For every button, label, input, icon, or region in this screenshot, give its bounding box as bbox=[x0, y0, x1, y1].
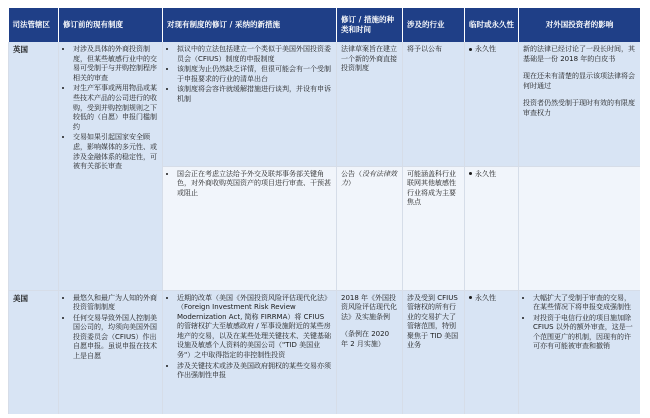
list-item: • 近期的改革（美国《外国投资风险评估现代化法》（Foreign Investment Risk Review Modernization Act, 简称 FIRRMA）将 CFIUS 的管辖权扩大至敏感政府 / 军事设施附近的某些房地产的交易，以及在某些处理关键技术、关键基础设施及敏感个人资料的美国公司（"TID 美国业务"）之中取得指定的非控制性投资 bbox=[177, 294, 332, 361]
uk-sector-1: 将予以公布 bbox=[403, 42, 465, 166]
uk-changes-1 bbox=[163, 42, 337, 166]
header-jurisdiction: 司法管辖区 bbox=[9, 8, 59, 42]
list-item: • 对涉及具体的外商投资制度，但某些敏感行业中的交易可受制于与并购控制程序相关的审查 bbox=[73, 45, 158, 83]
list-item: • 该制度将会容许就缓解措施进行谈判，并设有申诉机制 bbox=[177, 85, 332, 104]
impact-paragraph: 投资者仍然受制于现时有效的有限度审查权力 bbox=[523, 99, 635, 117]
bullet-icon bbox=[469, 172, 472, 175]
list-item: • 国会正在考虑立法给予外交及联邦事务部关键角色，对外商收购英国资产的项目进行审查、干预甚或阻止 bbox=[177, 170, 332, 199]
list-item: • 拟议中的立法包括建立一个类似于美国外国投资委员会（CFIUS）制度的申报制度 bbox=[177, 45, 332, 64]
list-item: • 涉及关键技术或涉及美国政府拥权的某些交易亦须作出强制性申报 bbox=[177, 362, 332, 381]
type-note: （条例在 2020 年 2 月实施） bbox=[341, 330, 390, 348]
impact-paragraph: 新的法律已经讨论了一段长时间，其基础是一份 2018 年的白皮书 bbox=[523, 45, 635, 63]
type-main: 2018 年《外国投资风险评估现代化法》及实施条例 bbox=[341, 293, 397, 321]
jurisdiction-us: 美国 bbox=[9, 290, 59, 414]
uk-duration-2: 永久性 bbox=[465, 166, 519, 290]
impact-paragraph: 现在还未有清楚的显示该项法律将会何时通过 bbox=[523, 72, 635, 90]
list-item: • 任何交易导致外国人控制美国公司的，均须向美国外国投资委员会（CFIUS）作出自愿申报。虽说申报在技术上是自愿 bbox=[73, 314, 158, 362]
uk-duration-1: 永久性 bbox=[465, 42, 519, 166]
header-type-timing: 修订 / 措施的种类和时间 bbox=[337, 8, 403, 42]
us-existing-regime bbox=[59, 290, 163, 414]
us-type bbox=[337, 290, 403, 414]
bullet-icon bbox=[469, 296, 472, 299]
table-row-uk-1 bbox=[9, 42, 641, 166]
uk-existing-regime bbox=[59, 42, 163, 290]
list-item: • 交易如果引起国家安全顾虑，影响媒体的多元性、或涉及金融体系的稳定性，可被有关部长审查 bbox=[73, 133, 158, 171]
us-duration: 永久性 bbox=[465, 290, 519, 414]
header-row bbox=[9, 8, 641, 42]
us-sector: 涉及受到 CFIUS 管辖权的所有行业的交易扩大了管辖范围，特别聚焦于 TID 美国业务 bbox=[403, 290, 465, 414]
header-sectors: 涉及的行业 bbox=[403, 8, 465, 42]
fdi-regime-table bbox=[8, 8, 640, 414]
list-item: • 该制度为止仍然缺乏详情，但很可能会有一个受制于申报要求的行业的清单出台 bbox=[177, 65, 332, 84]
list-item: • 对生产军事或两用物品或某些技术产品的公司进行的收购，受到并购控制规则之下较低的（自愿）申报门槛制约 bbox=[73, 84, 158, 132]
header-duration: 临时或永久性 bbox=[465, 8, 519, 42]
regulation-table-wrapper bbox=[8, 8, 640, 414]
table-row-us bbox=[9, 290, 641, 414]
uk-type-1: 法律草案旨在建立一个新的外商直接投资制度 bbox=[337, 42, 403, 166]
us-changes bbox=[163, 290, 337, 414]
us-impact bbox=[519, 290, 641, 414]
jurisdiction-uk: 英国 bbox=[9, 42, 59, 290]
list-item: • 对投资于电信行业的项目施加除 CFIUS 以外的额外审查，这是一个范围更广的机制，因现有的许可亦有可能被审查和撤销 bbox=[533, 314, 637, 352]
header-impact: 对外国投资者的影响 bbox=[519, 8, 641, 42]
uk-impact-2 bbox=[519, 166, 641, 290]
uk-type-2: 公告（没有法律效力） bbox=[337, 166, 403, 290]
list-item: • 最悠久和最广为人知的外商投资管制制度 bbox=[73, 294, 158, 313]
header-existing-regime: 修订前的现有制度 bbox=[59, 8, 163, 42]
uk-changes-2 bbox=[163, 166, 337, 290]
header-changes: 对现有制度的修订 / 采纳的新措施 bbox=[163, 8, 337, 42]
uk-impact-1 bbox=[519, 42, 641, 166]
list-item: • 大幅扩大了受制于审查的交易，在某些情况下将申报变成强制性 bbox=[533, 294, 637, 313]
uk-sector-2: 可能涵盖科行业联网其他敏感性行业将成为主要焦点 bbox=[403, 166, 465, 290]
bullet-icon bbox=[469, 48, 472, 51]
